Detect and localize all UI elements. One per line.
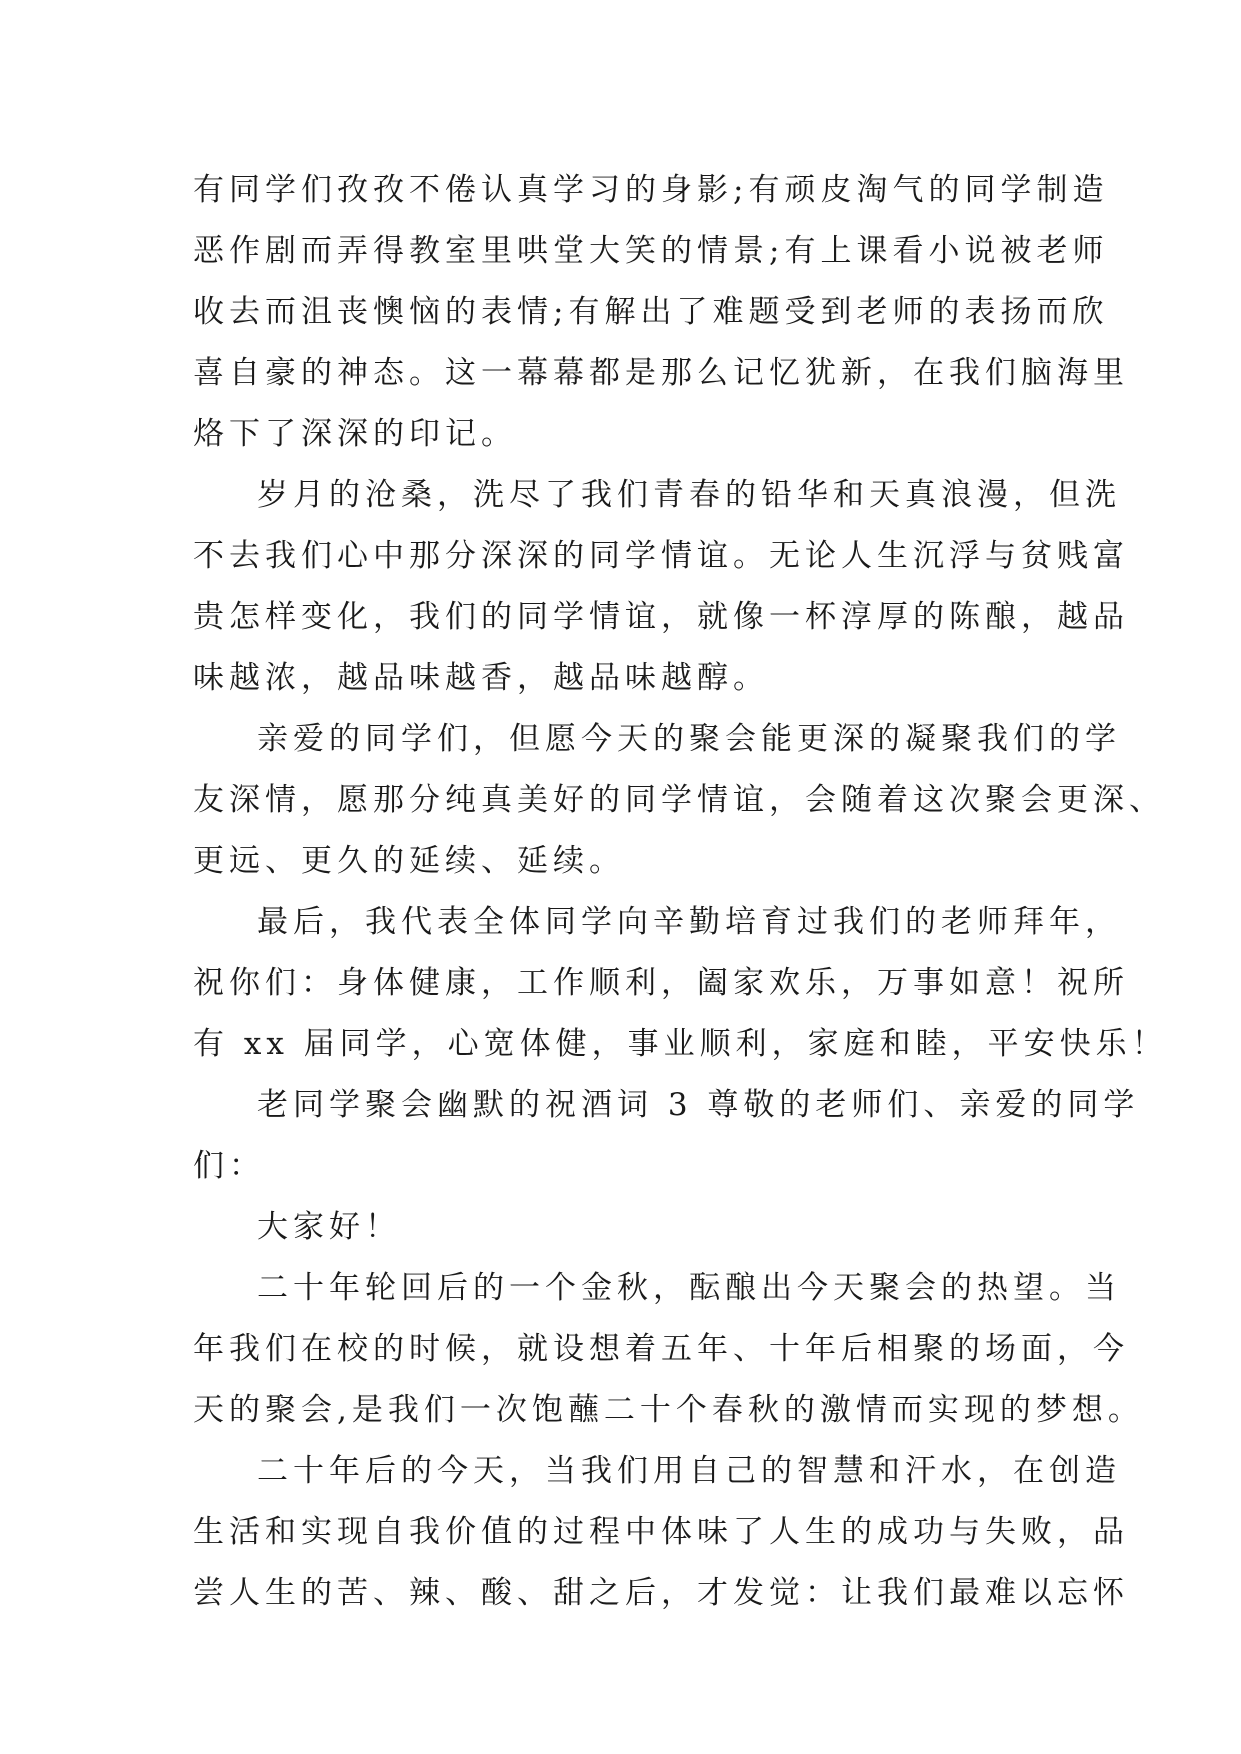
text-line: 贵怎样变化，我们的同学情谊，就像一杯淳厚的陈酿，越品	[193, 599, 1129, 635]
text-line: 们：	[193, 1148, 265, 1184]
text-line: 友深情，愿那分纯真美好的同学情谊，会随着这次聚会更深、	[193, 782, 1165, 818]
text-line: 天的聚会,是我们一次饱蘸二十个春秋的激情而实现的梦想。	[193, 1392, 1144, 1428]
text-line: 不去我们心中那分深深的同学情谊。无论人生沉浮与贫贱富	[193, 538, 1129, 574]
text-line: 生活和实现自我价值的过程中体味了人生的成功与失败，品	[193, 1514, 1129, 1550]
paragraph-start-line: 二十年轮回后的一个金秋，酝酿出今天聚会的热望。当	[257, 1270, 1121, 1306]
text-line: 有 xx 届同学，心宽体健，事业顺利，家庭和睦，平安快乐！	[193, 1026, 1168, 1062]
text-line: 烙下了深深的印记。	[193, 416, 517, 452]
text-line: 恶作剧而弄得教室里哄堂大笑的情景;有上课看小说被老师	[193, 233, 1109, 269]
text-line: 有同学们孜孜不倦认真学习的身影;有顽皮淘气的同学制造	[193, 172, 1109, 208]
paragraph-start-line: 最后，我代表全体同学向辛勤培育过我们的老师拜年，	[257, 904, 1121, 940]
document-body	[193, 160, 1168, 1624]
paragraph-start-line: 岁月的沧桑，洗尽了我们青春的铅华和天真浪漫，但洗	[257, 477, 1121, 513]
text-line: 年我们在校的时候，就设想着五年、十年后相聚的场面，今	[193, 1331, 1129, 1367]
text-line: 喜自豪的神态。这一幕幕都是那么记忆犹新，在我们脑海里	[193, 355, 1129, 391]
section-heading-line: 老同学聚会幽默的祝酒词 3 尊敬的老师们、亲爱的同学	[257, 1087, 1140, 1123]
text-line: 更远、更久的延续、延续。	[193, 843, 625, 879]
paragraph-start-line: 二十年后的今天，当我们用自己的智慧和汗水，在创造	[257, 1453, 1121, 1489]
text-line: 收去而沮丧懊恼的表情;有解出了难题受到老师的表扬而欣	[193, 294, 1109, 330]
paragraph-start-line: 亲爱的同学们，但愿今天的聚会能更深的凝聚我们的学	[257, 721, 1121, 757]
greeting-line: 大家好！	[257, 1209, 401, 1245]
text-line: 祝你们：身体健康，工作顺利，阖家欢乐，万事如意！祝所	[193, 965, 1129, 1001]
text-line: 味越浓，越品味越香，越品味越醇。	[193, 660, 769, 696]
text-line: 尝人生的苦、辣、酸、甜之后，才发觉：让我们最难以忘怀	[193, 1575, 1129, 1611]
